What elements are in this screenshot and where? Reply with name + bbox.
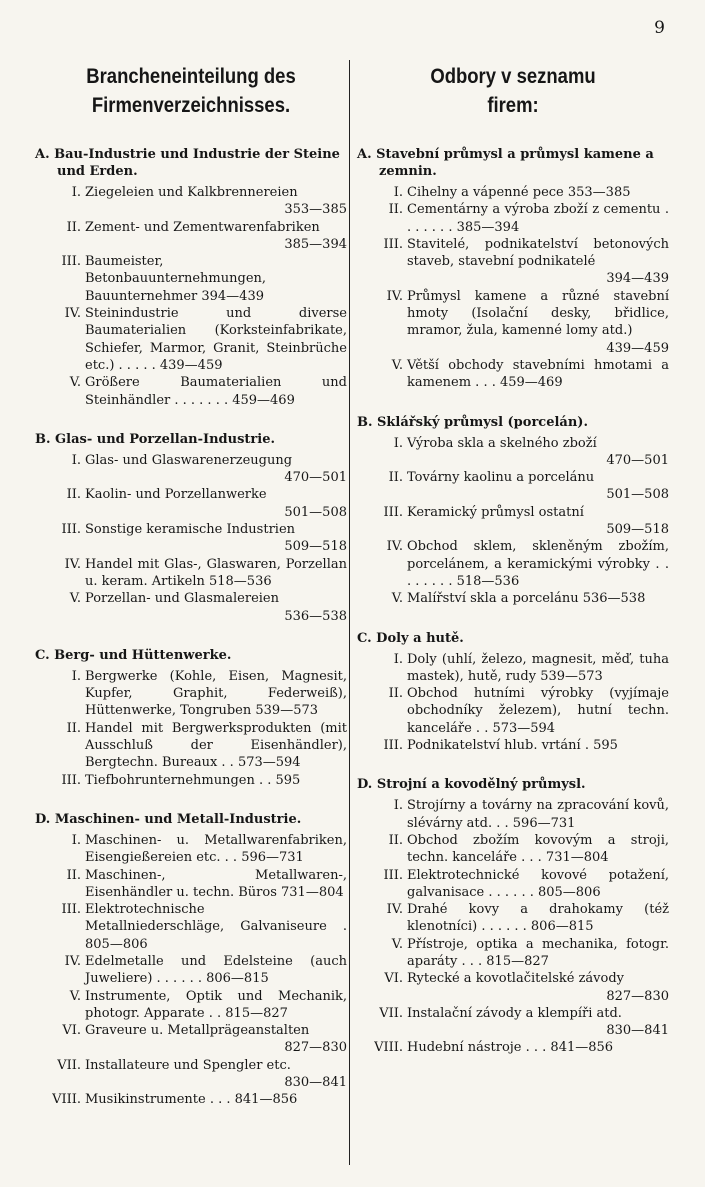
list-item — [357, 435, 669, 470]
list-item — [357, 469, 669, 504]
item-label: Steinindustrie und diverse Baumaterialien (Korksteinfabrikate, Schiefer, Marmor, Granit, Steinbrüche etc.) . . . . . 439—459 — [85, 306, 347, 373]
list-item — [35, 219, 347, 254]
item-label: Strojírny a továrny na zpracování kovů, slévárny atd. . . 596—731 — [407, 798, 669, 831]
list-item — [35, 1057, 347, 1092]
item-number: II. — [388, 202, 403, 218]
item-text — [85, 486, 347, 521]
german-title-line-1: Brancheneinteilung des — [86, 65, 296, 88]
item-label: Továrny kaolinu a porcelánu — [407, 470, 595, 486]
item-number: III. — [383, 867, 403, 883]
item-label: Maschinen-, Metallwaren-, Eisenhändler u. techn. Büros 731—804 — [85, 867, 347, 900]
list-item — [35, 184, 347, 219]
item-text — [407, 1005, 669, 1040]
item-text — [85, 1022, 347, 1057]
list-item — [35, 374, 347, 409]
section-heading: C. Berg- und Hüttenwerke. — [35, 647, 232, 663]
item-text — [407, 236, 669, 288]
list-item — [35, 668, 347, 720]
list-item — [35, 1022, 347, 1057]
item-text — [407, 685, 669, 737]
item-label: Glas- und Glaswarenerzeugung — [85, 452, 293, 468]
page-range: 470—501 — [284, 470, 347, 486]
item-label: Větší obchody stavebními hmotami a kamenem . . . 459—469 — [407, 357, 669, 391]
item-label: Handel mit Glas-, Glaswaren, Porzellan u. keram. Artikeln 518—536 — [85, 556, 347, 589]
item-label: Elektrotechnische Metallniederschläge, Galvaniseure . 805—806 — [85, 902, 347, 952]
item-number: V. — [69, 375, 81, 391]
list-item — [357, 590, 669, 607]
item-text — [407, 651, 669, 686]
item-label: Edelmetalle und Edelsteine (auch Juweliere) . . . . . . 806—815 — [85, 953, 347, 987]
list-item — [357, 357, 669, 392]
page-number: 9 — [654, 18, 665, 38]
page-range: 827—830 — [606, 988, 669, 1004]
item-number: VII. — [57, 1057, 81, 1073]
item-label: Obchod hutními výrobky (vyjímaje obchodníky železem), hutní techn. kanceláře . . 573—594 — [407, 686, 669, 736]
item-number: VII. — [379, 1005, 403, 1021]
page-range: 830—841 — [284, 1075, 347, 1091]
list-item — [357, 538, 669, 590]
list-item — [357, 737, 669, 754]
item-number: VI. — [384, 971, 403, 987]
item-number: I. — [393, 798, 403, 814]
item-label: Instrumente, Optik und Mechanik, photogr. Apparate . . 815—827 — [85, 988, 347, 1021]
item-label: Zement- und Zementwarenfabriken — [85, 219, 320, 235]
item-text — [85, 988, 347, 1023]
item-text — [85, 556, 347, 591]
czech-column — [357, 62, 669, 1079]
item-label: Graveure u. Metallprägeanstalten — [85, 1023, 310, 1039]
item-number: III. — [383, 236, 403, 252]
list-item — [35, 988, 347, 1023]
item-label: Installateure und Spengler etc. — [85, 1057, 291, 1073]
item-number: V. — [391, 357, 403, 373]
list-item — [35, 720, 347, 772]
page-range: 509—518 — [606, 522, 669, 538]
item-label: Doly (uhlí, železo, magnesit, měď, tuha mastek), hutě, rudy 539—573 — [407, 651, 669, 684]
list-item — [357, 970, 669, 1005]
item-number: III. — [383, 738, 403, 754]
section — [357, 776, 669, 1056]
section-heading: B. Sklářský průmysl (porcelán). — [357, 414, 588, 430]
item-text — [407, 590, 669, 607]
section — [357, 414, 669, 608]
czech-title-line-2: firem: — [487, 94, 539, 117]
item-text — [85, 1057, 347, 1092]
item-number: II. — [388, 832, 403, 848]
item-label: Baumeister, Betonbauunternehmungen, Bauunternehmer 394—439 — [85, 254, 267, 304]
item-label: Průmysl kamene a různé stavební hmoty (Isolační desky, břidlice, mramor, žula, kamenné lomy atd.) — [407, 288, 669, 339]
item-label: Hudební nástroje . . . 841—856 — [407, 1040, 614, 1056]
item-text — [407, 201, 669, 236]
page-range: 394—439 — [606, 271, 669, 287]
list-item — [357, 936, 669, 971]
item-number: IV. — [64, 556, 81, 572]
item-text — [407, 469, 669, 504]
list-item — [357, 832, 669, 867]
item-number: II. — [388, 470, 403, 486]
item-number: IV. — [386, 902, 403, 918]
list-item — [35, 953, 347, 988]
item-text — [85, 219, 347, 254]
list-item — [35, 486, 347, 521]
item-label: Sonstige keramische Industrien — [85, 522, 296, 538]
item-number: II. — [66, 867, 81, 883]
item-number: I. — [71, 185, 81, 200]
item-label: Podnikatelství hlub. vrtání . 595 — [407, 738, 618, 754]
item-text — [85, 374, 347, 409]
list-item — [357, 1039, 669, 1056]
item-number: III. — [61, 772, 81, 788]
item-text — [407, 288, 669, 357]
item-text — [407, 867, 669, 902]
item-number: I. — [71, 452, 81, 468]
list-item — [357, 1005, 669, 1040]
list-item — [35, 867, 347, 902]
section — [35, 811, 347, 1109]
item-text — [407, 797, 669, 832]
list-item — [357, 201, 669, 236]
item-label: Přístroje, optika a mechanika, fotogr. aparáty . . . 815—827 — [407, 936, 669, 969]
item-number: I. — [71, 832, 81, 848]
list-item — [357, 901, 669, 936]
column-divider — [349, 60, 350, 1165]
list-item — [35, 253, 347, 305]
item-label: Rytecké a kovotlačitelské závody — [407, 971, 625, 987]
item-label: Instalační závody a klempíři atd. — [407, 1005, 622, 1021]
section — [357, 630, 669, 755]
item-text — [85, 305, 347, 374]
page-range: 501—508 — [284, 504, 347, 520]
section-heading: C. Doly a hutě. — [357, 630, 464, 646]
item-number: V. — [391, 591, 403, 607]
czech-title-line-1: Odbory v seznamu — [430, 65, 596, 88]
page-range: 536—538 — [284, 608, 347, 624]
czech-title — [376, 62, 651, 134]
page-range: 827—830 — [284, 1040, 347, 1056]
item-text — [85, 253, 347, 305]
item-text — [85, 184, 347, 219]
item-label: Cementárny a výroba zboží z cementu . . . . . . . 385—394 — [407, 202, 669, 235]
item-text — [407, 832, 669, 867]
item-number: V. — [391, 936, 403, 952]
item-label: Tiefbohrunternehmungen . . 595 — [85, 772, 301, 788]
list-item — [357, 504, 669, 539]
section-heading: A. Stavební průmysl a průmysl kamene a zemnin. — [357, 147, 654, 179]
item-text — [85, 953, 347, 988]
item-text — [85, 521, 347, 556]
list-item — [35, 521, 347, 556]
item-number: IV. — [64, 953, 81, 969]
list-item — [35, 452, 347, 487]
item-number: IV. — [386, 288, 403, 304]
page-range: 353—385 — [284, 202, 347, 218]
item-number: II. — [388, 686, 403, 702]
item-number: III. — [61, 254, 81, 270]
item-text — [85, 720, 347, 772]
item-label: Ziegeleien und Kalkbrennereien — [85, 185, 298, 200]
item-number: V. — [69, 591, 81, 607]
item-text — [407, 504, 669, 539]
page-range: 439—459 — [606, 340, 669, 356]
item-text — [407, 538, 669, 590]
item-label: Kaolin- und Porzellanwerke — [85, 487, 267, 503]
item-label: Výroba skla a skelného zboží — [407, 435, 597, 451]
list-item — [35, 590, 347, 625]
item-number: I. — [393, 651, 403, 667]
item-number: III. — [383, 504, 403, 520]
list-item — [357, 236, 669, 288]
item-label: Cihelny a vápenné pece 353—385 — [407, 185, 631, 200]
list-item — [357, 288, 669, 357]
item-number: VIII. — [52, 1092, 81, 1108]
item-text — [407, 357, 669, 392]
item-number: I. — [71, 668, 81, 684]
item-label: Bergwerke (Kohle, Eisen, Magnesit, Kupfer, Graphit, Federweiß), Hüttenwerke, Tongruben 539—573 — [85, 668, 347, 719]
item-text — [407, 737, 669, 754]
item-text — [85, 1091, 347, 1108]
list-item — [35, 305, 347, 374]
page-range: 470—501 — [606, 452, 669, 468]
section — [35, 431, 347, 625]
section-heading: B. Glas- und Porzellan-Industrie. — [35, 431, 275, 447]
item-text — [85, 832, 347, 867]
item-label: Porzellan- und Glasmalereien — [85, 591, 279, 607]
item-label: Elektrotechnické kovové potažení, galvanisace . . . . . . 805—806 — [407, 867, 669, 900]
item-label: Größere Baumaterialien und Steinhändler . . . . . . . 459—469 — [85, 375, 347, 408]
item-text — [85, 452, 347, 487]
list-item — [357, 867, 669, 902]
section-heading: A. Bau-Industrie und Industrie der Steine und Erden. — [35, 147, 340, 179]
item-number: IV. — [386, 539, 403, 555]
page-range: 830—841 — [606, 1023, 669, 1039]
list-item — [357, 685, 669, 737]
item-label: Handel mit Bergwerksprodukten (mit Ausschluß der Eisenhändler), Bergtechn. Bureaux . . 573—594 — [85, 720, 347, 771]
list-item — [35, 556, 347, 591]
item-text — [85, 772, 347, 789]
list-item — [357, 184, 669, 201]
item-text — [407, 970, 669, 1005]
item-label: Obchod sklem, skleněným zbožím, porcelánem, a keramickými výrobky . . . . . . . . 518—536 — [407, 539, 669, 589]
list-item — [35, 772, 347, 789]
item-number: II. — [66, 487, 81, 503]
item-label: Musikinstrumente . . . 841—856 — [85, 1092, 298, 1108]
section — [357, 146, 669, 392]
section — [35, 146, 347, 409]
item-text — [407, 901, 669, 936]
list-item — [35, 1091, 347, 1108]
list-item — [357, 651, 669, 686]
section-heading: D. Maschinen- und Metall-Industrie. — [35, 811, 302, 827]
item-label: Stavitelé, podnikatelství betonových staveb, stavební podnikatelé — [407, 236, 669, 270]
page-range: 509—518 — [284, 539, 347, 555]
item-number: IV. — [64, 306, 81, 322]
item-number: III. — [61, 522, 81, 538]
item-number: II. — [66, 219, 81, 235]
item-text — [85, 668, 347, 720]
item-number: III. — [61, 902, 81, 918]
item-text — [407, 936, 669, 971]
item-text — [407, 1039, 669, 1056]
item-text — [407, 435, 669, 470]
section-heading: D. Strojní a kovodělný průmysl. — [357, 777, 586, 793]
list-item — [35, 901, 347, 953]
item-text — [407, 184, 669, 201]
item-label: Keramický průmysl ostatní — [407, 504, 584, 520]
page-range: 501—508 — [606, 487, 669, 503]
item-text — [85, 590, 347, 625]
list-item — [35, 832, 347, 867]
list-item — [357, 797, 669, 832]
german-title-line-2: Firmenverzeichnisses. — [91, 94, 291, 117]
german-column — [35, 62, 347, 1131]
item-number: V. — [69, 988, 81, 1004]
item-text — [85, 901, 347, 953]
item-label: Obchod zbožím kovovým a stroji, techn. kanceláře . . . 731—804 — [407, 832, 669, 866]
item-text — [85, 867, 347, 902]
item-number: VI. — [62, 1023, 81, 1039]
page-range: 385—394 — [284, 236, 347, 252]
item-number: VIII. — [374, 1040, 403, 1056]
item-number: II. — [66, 720, 81, 736]
item-number: I. — [393, 185, 403, 200]
item-label: Drahé kovy a drahokamy (též klenotníci) . . . . . . 806—815 — [407, 902, 669, 935]
section — [35, 647, 347, 789]
item-label: Maschinen- u. Metallwarenfabriken, Eisengießereien etc. . . 596—731 — [85, 832, 347, 866]
german-title — [54, 62, 329, 134]
item-number: I. — [393, 435, 403, 451]
item-label: Malířství skla a porcelánu 536—538 — [407, 591, 646, 607]
